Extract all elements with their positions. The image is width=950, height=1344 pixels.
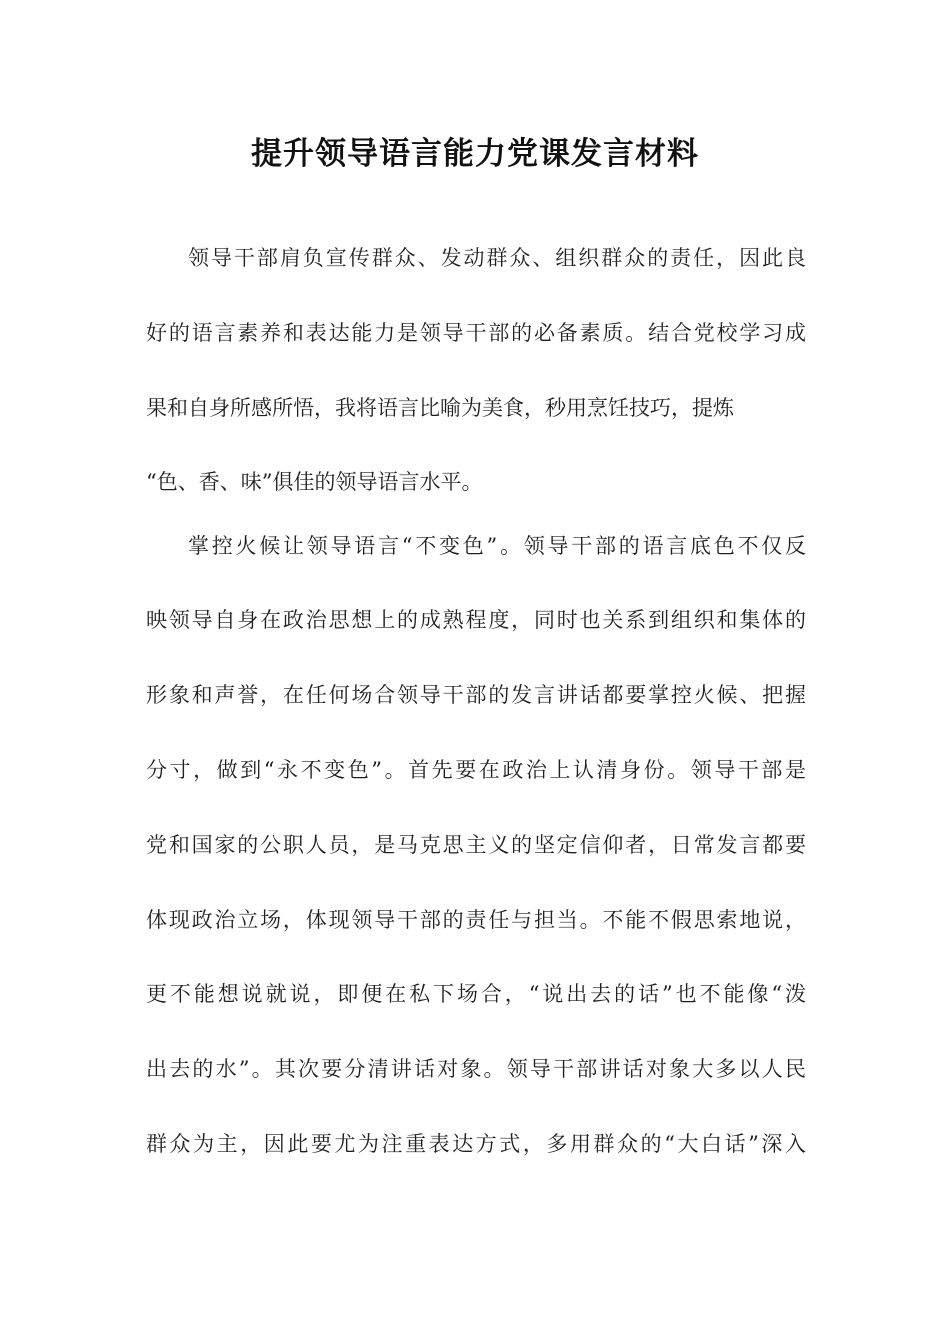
paragraph-line: 领导干部肩负宣传群众、发动群众、组织群众的责任，因此良 [188,246,806,270]
paragraph-line: “色、香、味”俱佳的领导语言水平。 [146,470,483,494]
paragraph-line: 形象和声誉，在任何场合领导干部的发言讲话都要掌控火候、把握 [146,683,806,707]
paragraph-line: 群众为主，因此要尤为注重表达方式，多用群众的“大白话”深入 [146,1132,806,1156]
document-title: 提升领导语言能力党课发言材料 [251,136,699,172]
paragraph-line: 更不能想说就说，即便在私下场合，“说出去的话”也不能像“泼 [146,982,806,1006]
paragraph-line: 果和自身所感所悟，我将语言比喻为美食，秒用烹饪技巧，提炼 [146,396,734,420]
paragraph-line: 党和国家的公职人员，是马克思主义的坚定信仰者，日常发言都要 [146,833,806,857]
paragraph-line: 好的语言素养和表达能力是领导干部的必备素质。结合党校学习成 [146,321,806,345]
paragraph-line: 掌控火候让领导语言“不变色”。领导干部的语言底色不仅反 [188,534,806,558]
paragraph-line: 分寸，做到“永不变色”。首先要在政治上认清身份。领导干部是 [146,758,806,782]
paragraph-line: 出去的水”。其次要分清讲话对象。领导干部讲话对象大多以人民 [146,1057,806,1081]
paragraph-line: 体现政治立场，体现领导干部的责任与担当。不能不假思索地说， [146,908,806,932]
paragraph-line: 映领导自身在政治思想上的成熟程度，同时也关系到组织和集体的 [146,608,806,632]
